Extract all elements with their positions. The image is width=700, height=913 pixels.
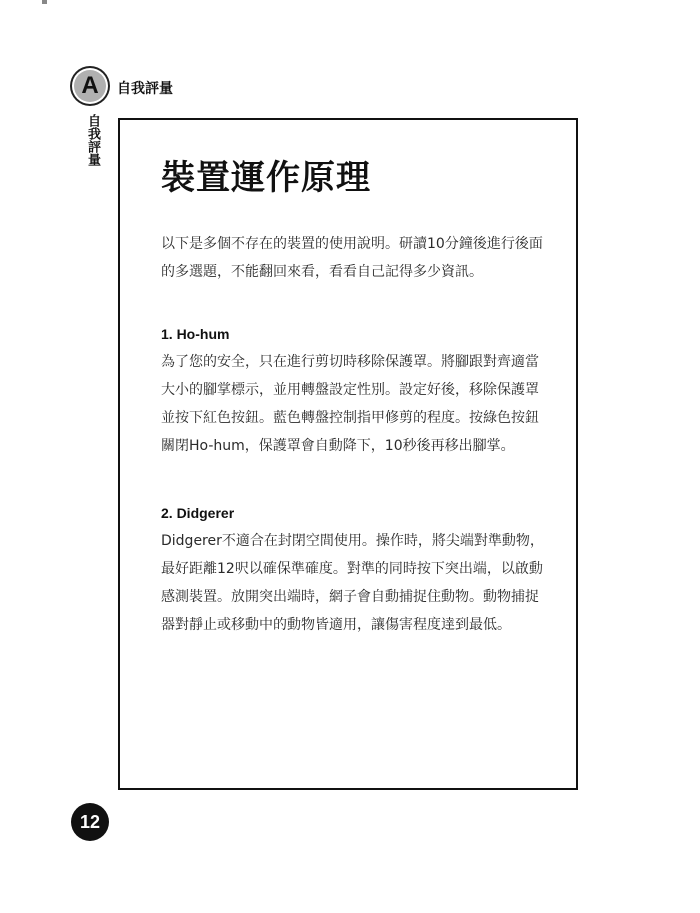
section-badge-icon — [74, 70, 106, 102]
section-title: 自我評量 — [117, 81, 173, 97]
badge-letter: A — [81, 72, 99, 99]
item-body-ho-hum: 為了您的安全，只在進行剪切時移除保護罩。將腳跟對齊適當大小的腳掌標示，並用轉盤設定性別。設定好後，移除保護罩並按下紅色按鈕。藍色轉盤控制指甲修剪的程度。按綠色按鈕關閉Ho-hum，保護罩會自動降下，10秒後再移出腳掌。 — [161, 354, 539, 454]
top-edge-mark — [42, 0, 47, 4]
page-title: 裝置運作原理 — [161, 158, 371, 198]
page-number: 12 — [79, 811, 101, 832]
content-area — [161, 156, 546, 639]
item-body-didgerer: Didgerer不適合在封閉空間使用。操作時，將尖端對準動物，最好距離12呎以確保準確度。對準的同時按下突出端，以啟動感測裝置。放開突出端時，網子會自動捕捉住動物。動物捕捉器對靜止或移動中的動物皆適用，讓傷害程度達到最低。 — [161, 533, 544, 633]
side-tab-label: 自我評量 — [85, 114, 100, 166]
page-number-badge — [71, 803, 109, 841]
intro-paragraph: 以下是多個不存在的裝置的使用說明。研讀10分鐘後進行後面的多選題，不能翻回來看，看看自己記得多少資訊。 — [161, 236, 543, 280]
item-title-ho-hum: 1. Ho-hum — [161, 326, 230, 342]
item-title-didgerer: 2. Didgerer — [161, 505, 235, 521]
